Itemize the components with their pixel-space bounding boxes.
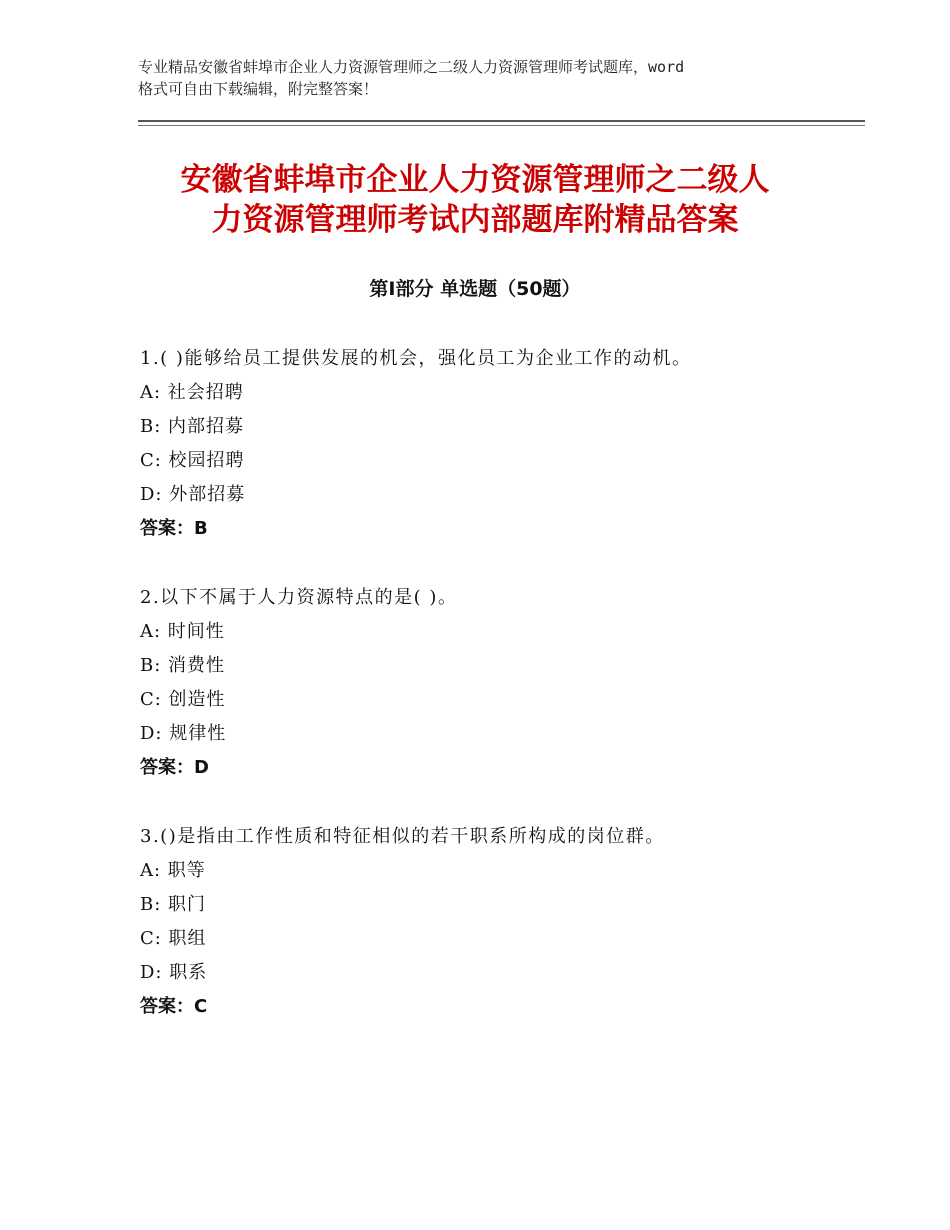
- option-a: A: 社会招聘: [140, 382, 244, 403]
- question-item: [140, 581, 860, 785]
- document-title: [100, 160, 850, 240]
- option-b: B: 消费性: [140, 655, 226, 676]
- option-c: C: 创造性: [140, 689, 226, 710]
- answer-line: 答案：C: [140, 996, 208, 1017]
- option-a: A: 职等: [140, 860, 206, 881]
- question-list: [140, 342, 860, 1059]
- question-item: [140, 820, 860, 1024]
- header-note-line-1: 专业精品安徽省蚌埠市企业人力资源管理师之二级人力资源管理师考试题库，word: [138, 58, 685, 76]
- question-item: [140, 342, 860, 546]
- option-b: B: 职门: [140, 894, 207, 915]
- answer-line: 答案：B: [140, 518, 208, 539]
- document-header-note: [138, 56, 838, 100]
- answer-line: 答案：D: [140, 757, 209, 778]
- section-heading: 第Ⅰ部分 单选题（50题）: [369, 278, 581, 300]
- question-text: 2.以下不属于人力资源特点的是( )。: [140, 587, 458, 608]
- option-c: C: 校园招聘: [140, 450, 245, 471]
- question-text: 1.( )能够给员工提供发展的机会，强化员工为企业工作的动机。: [140, 348, 692, 369]
- header-divider-thick: [138, 120, 865, 122]
- header-note-line-2: 格式可自由下载编辑，附完整答案！: [138, 80, 379, 98]
- option-d: D: 外部招募: [140, 484, 246, 505]
- header-divider-thin: [138, 125, 865, 126]
- option-d: D: 职系: [140, 962, 208, 983]
- option-c: C: 职组: [140, 928, 207, 949]
- question-text: 3.()是指由工作性质和特征相似的若干职系所构成的岗位群。: [140, 826, 665, 847]
- option-a: A: 时间性: [140, 621, 225, 642]
- option-b: B: 内部招募: [140, 416, 245, 437]
- document-title-line-2: 力资源管理师考试内部题库附精品答案: [211, 202, 739, 238]
- option-d: D: 规律性: [140, 723, 227, 744]
- document-title-line-1: 安徽省蚌埠市企业人力资源管理师之二级人: [180, 162, 770, 198]
